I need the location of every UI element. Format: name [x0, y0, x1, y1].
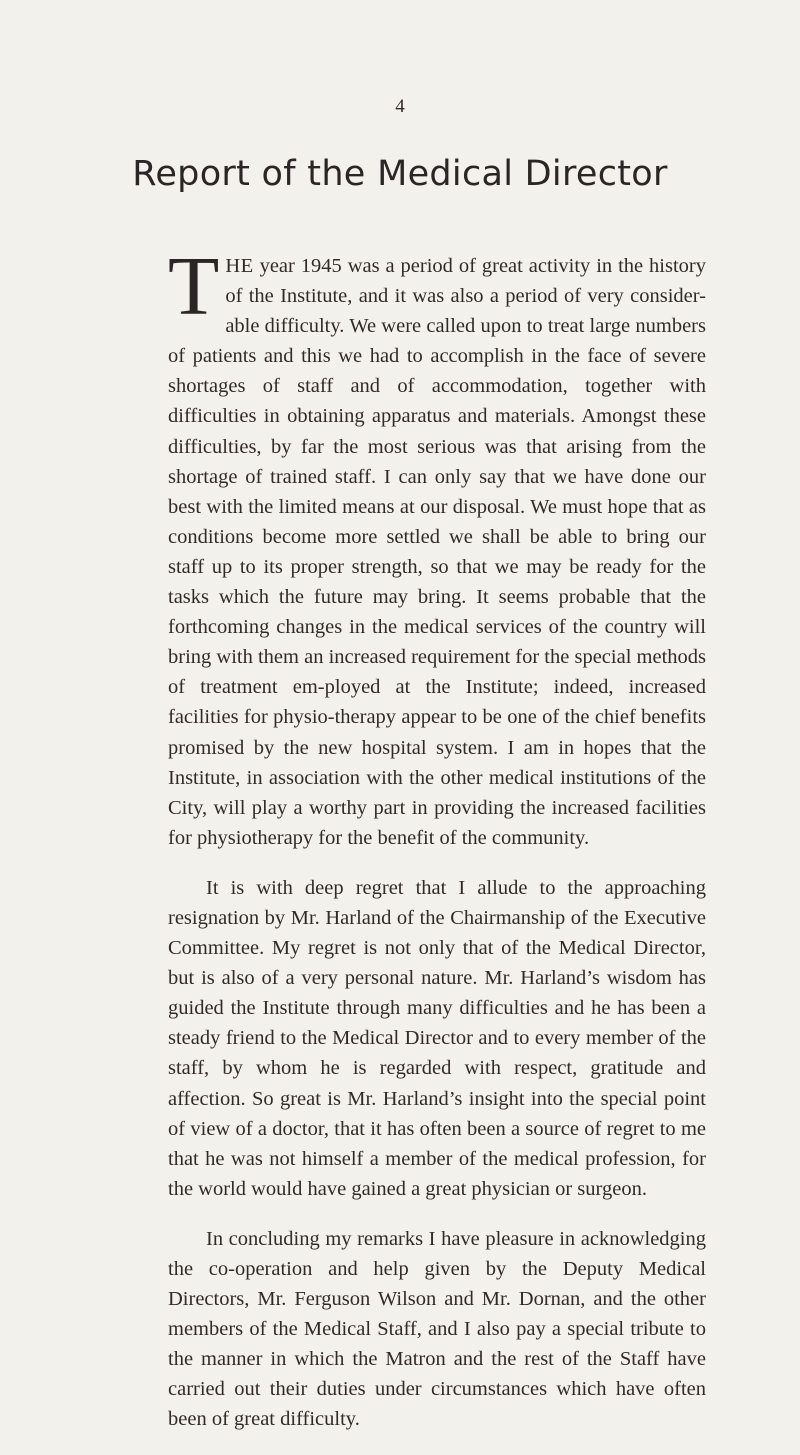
paragraph-text: year 1945 was a period of great activity in the history of the Institute, and it was also a period of very consider-able difficulty. We were called upon to treat large numbers of patients and this we had to accomplish in the face of severe shortages of staff and of accommodation, together with difficulties in obtaining apparatus and materials. Amongst these difficulties, by far the most serious was that arising from the shortage of trained staff. I can only say that we have done our best with the limited means at our disposal. We must hope that as conditions become more settled we shall be able to bring our staff up to its proper strength, so that we may be ready for the tasks which the future may bring. It seems probable that the forthcoming changes in the medical services of the country will bring with them an increased requirement for the special methods of treatment em-ployed at the Institute; indeed, increased facilities for physio-therapy appear to be one of the chief benefits promised by the new hospital system. I am in hopes that the Institute, in association with the other medical institutions of the City, will play a worthy part in providing the increased facilities for physiotherapy for the benefit of the community. — [168, 255, 706, 849]
page-title: Report of the Medical Director — [132, 154, 668, 194]
drop-cap: T — [168, 240, 220, 333]
paragraph-2: It is with deep regret that I allude to the approaching resignation by Mr. Harland of the Chairmanship of the Executive Committee. My regret is not only that of the Medical Director, but is also of a very personal nature. Mr. Harland’s wisdom has guided the Institute through many difficulties and he has been a steady friend to the Medical Director and to every member of the staff, by whom he is regarded with respect, gratitude and affection. So great is Mr. Harland’s insight into the special point of view of a doctor, that it has often been a source of regret to me that he was not himself a member of the medical profession, for the world would have gained a great physician or surgeon. — [168, 876, 706, 1200]
report-body — [168, 240, 706, 1455]
paragraph-1 — [168, 240, 706, 853]
page-number: 4 — [395, 96, 405, 117]
paragraph-3: In concluding my remarks I have pleasure in acknowledging the co-operation and help given by the Deputy Medical Directors, Mr. Ferguson Wilson and Mr. Dornan, and the other members of the Medical Staff, and I also pay a special tribute to the manner in which the Matron and the rest of the Staff have carried out their duties under circumstances which have often been of great difficulty. — [168, 1227, 706, 1431]
paragraph-lead-word: HE — [225, 255, 254, 277]
